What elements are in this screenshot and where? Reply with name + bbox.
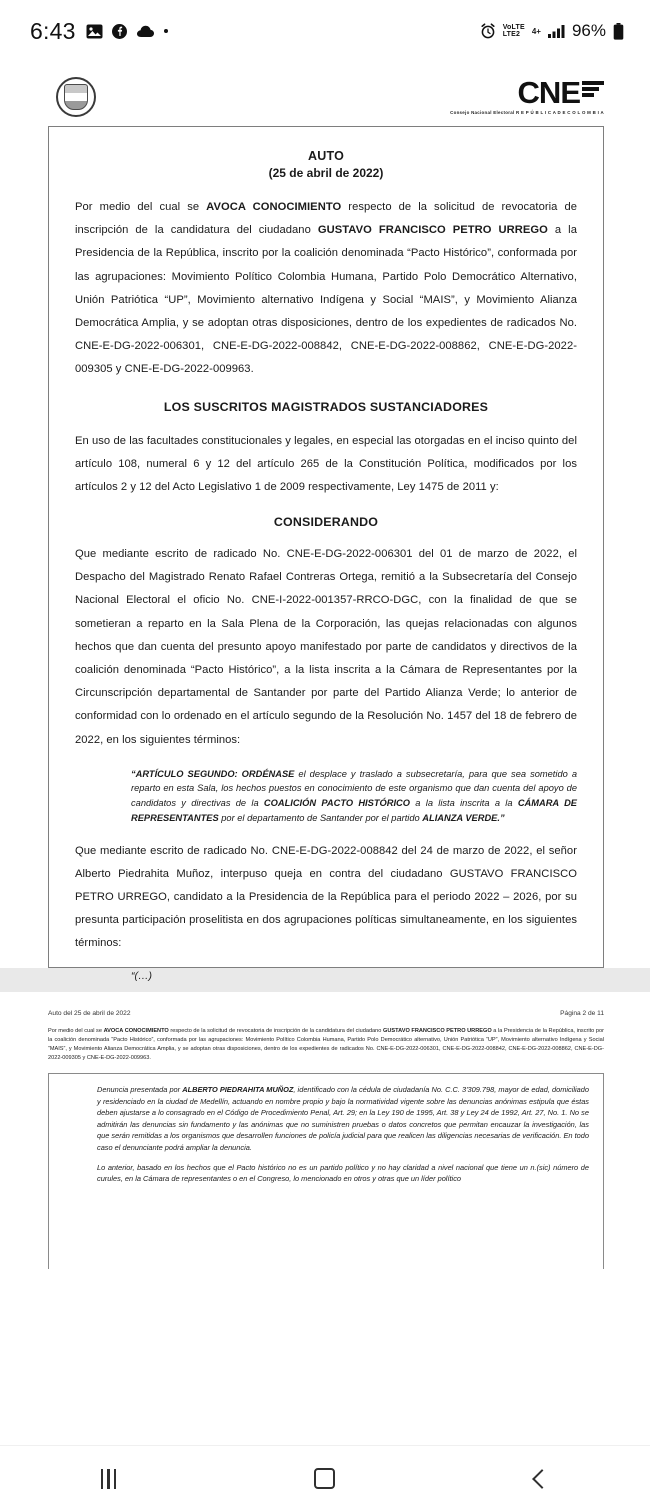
android-navigation-bar (0, 1445, 650, 1511)
network-suffix-label: 4+ (531, 26, 541, 36)
page2-running-head (48, 1010, 604, 1027)
quote-text-1: el desplace y traslado a subsecretaría, para que sea sometido a reparto en esta Sala, los hechos puestos en conocimiento de este organismo que dan cuenta del apoyo de candidatos y directivas de la (131, 768, 578, 809)
battery-percent-label: 96% (571, 21, 606, 40)
quote-bold-alianza: ALIANZA VERDE.” (422, 812, 505, 823)
paragraph-facultades: En uso de las facultades constitucionales y legales, en especial las otorgadas en el inciso quinto del artículo 108, numeral 6 y 12 del artículo 265 de la Constitución Política, modificados por los artículos 2 y 12 del Acto Legislativo 1 de 2009 respectivamente, Ley 1475 de 2011 y: (75, 434, 577, 493)
cne-logo-letters: CNE (517, 74, 580, 110)
recents-button[interactable] (63, 1459, 153, 1499)
page2-subject-paragraph (48, 1027, 604, 1063)
facebook-icon (112, 24, 127, 39)
cne-logo (450, 74, 604, 116)
status-bar (0, 0, 650, 62)
page2-head-left: Auto del 25 de abril de 2022 (48, 1010, 131, 1017)
p1-mid1: respecto de la solicitud de revocatoria de inscripción de la candidatura del ciudadano (75, 201, 577, 237)
status-bar-left (30, 18, 168, 45)
heading-considerando: CONSIDERANDO (273, 515, 379, 530)
quote-pacto-historico: Lo anterior, basado en los hechos que el Pacto histórico no es un partido político y no hay claridad a nivel nacional que tiene un n.(sic) número de curules, en la Cámara de representantes o en el Congreso, lo mencionado en otros y otras que un líder político (97, 1163, 589, 1184)
network-type-icon: VoLTE LTE2 (502, 24, 525, 38)
status-clock: 6:43 (30, 17, 76, 44)
document-viewer[interactable] (0, 62, 650, 1511)
quote-bold-articulo: “ARTÍCULO SEGUNDO: ORDÉNASE (131, 768, 295, 779)
cloud-icon (136, 25, 155, 38)
page2-head-right: Página 2 de 11 (560, 1010, 604, 1017)
p2-prefix: Por medio del cual se (48, 1028, 104, 1034)
battery-icon (613, 23, 624, 40)
home-icon (314, 1468, 335, 1489)
home-button[interactable] (280, 1459, 370, 1499)
quote-denuncia-body: , identificado con la cédula de ciudadanía No. C.C. 3'309.798, mayor de edad, domiciliado y residenciado en la ciudad de Medellín, actuando en nombre propio y bajo la normatividad vigente sobre las denuncias anónimas estipula que éstas deben ajustarse a lo consagrado en el Código de Procedimiento Penal, Art. 29; en la Ley 190 de 1995, Art. 38 y Ley 24 de 1992, Art. 27, No. 1. No se admitirán las denuncias sin fundamento y las anónimas que no suministren pruebas o datos concretos que permitan encauzar la investigación, las que serán remitidas a los organismos que desarrollen funciones de policía judicial para que realicen las diligencias necesarias de verificación. En todo caso el denunciante podrá ampliar la denuncia. (97, 1085, 589, 1152)
cne-logo-subtitle: Consejo Nacional Electoral R E P Ú B L I C A D E C O L O M B I A (450, 110, 604, 116)
p1-mid2: a la Presidencia de la República, inscrito por la coalición denominada “Pacto Histórico”, conformada por las agrupaciones: Movimiento Político Colombia Humana, Partido Polo Democrático Alternativo, Unión Patriótica “UP”, Movimiento alternativo Indígena y Social “MAIS”, y Movimiento Alianza Democrática Amplia, y se adoptan otras disposiciones, dentro de los expedientes de radicados No. CNE-E-DG-2022-006301, CNE-E-DG-2022-008842, CNE-E-DG-2022-008862, CNE-E-DG-2022-009305 y CNE-E-DG-2022-009963. (75, 224, 577, 376)
image-icon (86, 24, 103, 39)
quote-denuncia-prefix: Denuncia presentada por (97, 1085, 183, 1095)
status-left-icons (86, 24, 168, 39)
document-title: AUTO (308, 149, 344, 163)
dot-icon (164, 29, 168, 33)
quote-bold-coalicion: COALICIÓN PACTO HISTÓRICO (263, 798, 410, 809)
quote-ellipsis: “(…) (131, 970, 152, 983)
back-icon (532, 1469, 552, 1489)
p2-bold-petro: GUSTAVO FRANCISCO PETRO URREGO (383, 1028, 492, 1034)
status-bar-right (480, 21, 624, 41)
page2-quote-box (48, 1073, 604, 1269)
paragraph-avoca-conocimiento (75, 196, 577, 382)
quote-denuncia-piedrahita (97, 1084, 589, 1153)
recents-icon (101, 1469, 117, 1489)
alarm-icon (480, 23, 496, 39)
quote-text-3: por el departamento de Santander por el partido (218, 812, 423, 823)
quote-bold-camara: CÁMARA DE REPRESENTANTES (131, 798, 578, 823)
p2-mid1: respecto de la solicitud de revocatoria de inscripción de la candidatura del ciudadano (168, 1028, 383, 1034)
p2-bold-avoca: AVOCA CONOCIMIENTO (103, 1028, 169, 1034)
quote-text-2: a la lista inscrita a la (410, 798, 518, 809)
p2-mid2: a la Presidencia de la República, inscrito por la coalición denominada “Pacto Histórico”, conformada por las agrupaciones: Movimiento Político Colombia Humana, Partido Polo Democrático alternativo, Unión Patriótica “UP”, Movimiento alternativo Indígena y Social “MAIS”, y Movimiento Alianza Democrática Amplia, y se adoptan otras disposiciones, dentro de los expedientes de radicados No. CNE-E-DG-2022-006301, CNE-E-DG-2022-008842, CNE-E-DG-2022-008862, CNE-E-DG-2022-009305 y CNE-E-DG-2022-009963. (48, 1028, 604, 1062)
p1-bold-petro: GUSTAVO FRANCISCO PETRO URREGO (317, 224, 548, 237)
document-date: (25 de abril de 2022) (268, 166, 384, 180)
back-button[interactable] (497, 1459, 587, 1499)
document-page-1 (0, 62, 650, 983)
p1-prefix: Por medio del cual se (75, 201, 207, 213)
paragraph-radicado-006301: Que mediante escrito de radicado No. CNE-E-DG-2022-006301 del 01 de marzo de 2022, el Despacho del Magistrado Renato Rafael Contreras Ortega, remitió a la Subsecretaría del Consejo Nacional Electoral el oficio No. CNE-I-2022-001357-RRCO-DGC, con la finalidad de que se sometieran a reparto en la Sala Plena de la Corporación, las quejas relacionadas con algunos hechos que dan cuenta del presunto apoyo manifestado por parte de candidatos y directivos de la coalición denominada “Pacto Histórico”, a la lista inscrita a la Cámara de Representantes por la Circunscripción departamental de Santander por parte del Partido Alianza Verde; lo anterior de conformidad con lo ordenado en el artículo segundo de la Resolución No. 1457 del 18 de febrero de 2022, en los siguientes términos: (75, 548, 577, 746)
document-body-page-1 (48, 126, 604, 983)
blockquote-articulo-segundo (131, 767, 577, 826)
quote-denuncia-name: ALBERTO PIEDRAHITA MUÑOZ (182, 1085, 294, 1095)
signal-bars-icon (548, 24, 565, 38)
document-page-header (0, 62, 650, 124)
p1-bold-avoca: AVOCA CONOCIMIENTO (206, 201, 342, 213)
cne-logo-bars-icon (582, 81, 604, 97)
paragraph-radicado-008842: Que mediante escrito de radicado No. CNE-E-DG-2022-008842 del 24 de marzo de 2022, el señor Alberto Piedrahita Muñoz, interpuso queja en contra del ciudadano GUSTAVO FRANCISCO PETRO URREGO, candidato a la Presidencia de la República para el periodo 2022 – 2026, por su presunta participación proselitista en dos agrupaciones políticas simultaneamente, en los siguientes términos: (75, 844, 577, 950)
document-page-2 (0, 992, 650, 1269)
heading-magistrados: LOS SUSCRITOS MAGISTRADOS SUSTANCIADORES (163, 399, 489, 414)
colombia-seal-icon (56, 77, 96, 117)
